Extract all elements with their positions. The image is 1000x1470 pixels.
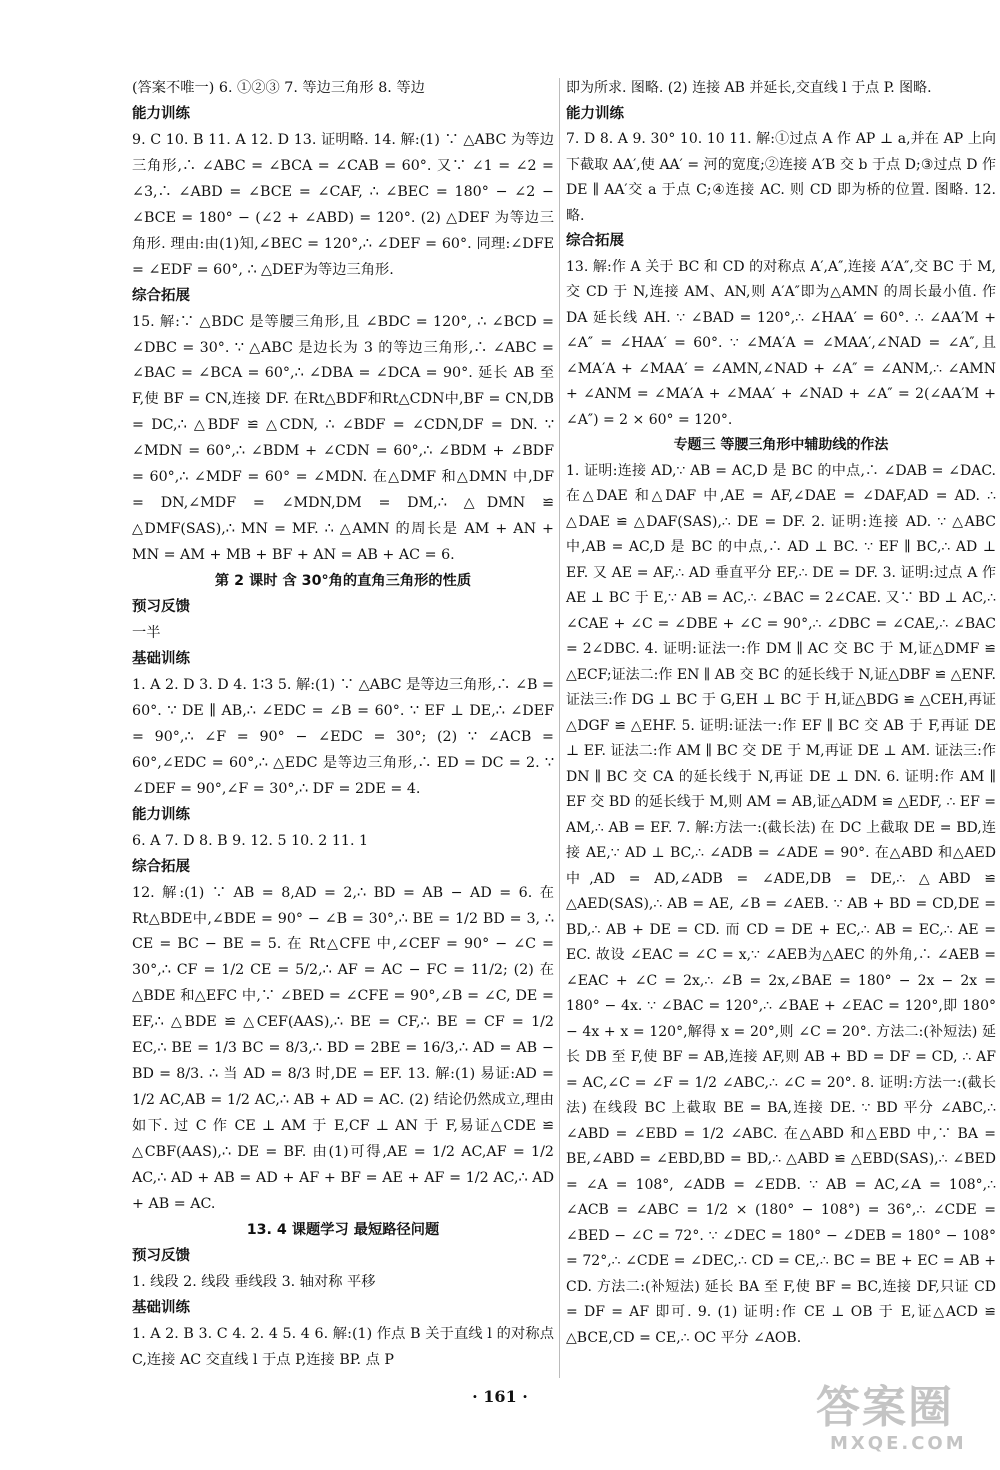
section-heading: 综合拓展: [132, 858, 190, 875]
page-number: · 161 ·: [472, 1387, 528, 1406]
watermark-logo: [816, 1384, 996, 1466]
section-heading: 基础训练: [132, 1299, 190, 1316]
section-heading: 综合拓展: [132, 287, 190, 304]
section-heading: 预习反馈: [132, 1247, 190, 1264]
answer-paragraph: 1. A 2. B 3. C 4. 2. 4 5. 4 6. 解:(1) 作点 B 关于直线 l 的对称点 C,连接 AC 交直线 l 于点 P,连接 BP. 点 P: [132, 1325, 554, 1368]
answer-paragraph: 12. 解:(1) ∵ AB = 8,AD = 2,∴ BD = AB − AD = 6. 在Rt△BDE中,∠BDE = 90° − ∠B = 30°,∴ BE = 1/2 BD = 3, ∴ CE = BC − BE = 5. 在 Rt△CFE 中,∠CEF = 90° − ∠C = 30°,∴ CF = 1/2 CE = 5/2,∴ AF = AC − FC = 11/2; (2) 在△BDE 和△EFC 中,∵ ∠BED = ∠CFE = 90°,∠B = ∠C, DE = EF,∴ △BDE ≌ △CEF(AAS),∴ BE = CF,∴ BE = CF = 1/2 EC,∴ BE = 1/3 BC = 8/3,∴ BD = 2BE = 16/3,∴ AD = AB − BD = 8/3. ∴ 当 AD = 8/3 时,DE = EF. 13. 解:(1) 易证:AD = 1/2 AC,AB = 1/2 AC,∴ AB + AD = AC. (2) 结论仍然成立,理由如下. 过 C 作 CE ⊥ AM 于 E,CF ⊥ AN 于 F,易证△CDE ≌ △CBF(AAS),∴ DE = BF. 由(1)可得,AE = 1/2 AC,AF = 1/2 AC,∴ AD + AB = AD + AF + BF = AE + AF = 1/2 AC,∴ AD + AB = AC.: [132, 884, 554, 1212]
answer-paragraph: 1. 线段 2. 线段 垂线段 3. 轴对称 平移: [132, 1273, 376, 1290]
answer-paragraph: 7. D 8. A 9. 30° 10. 10 11. 解:①过点 A 作 AP ⊥ a,并在 AP 上向下截取 AA′,使 AA′ = 河的宽度;②连接 A′B 交 b 于点 D;③过点 D 作 DE ∥ AA′交 a 于点 C;④连接 AC. 则 CD 即为桥的位置. 图略. 12. 略.: [566, 131, 996, 224]
answer-paragraph: 即为所求. 图略. (2) 连接 AB 并延长,交直线 l 于点 P. 图略.: [566, 80, 932, 96]
answer-paragraph: 1. A 2. D 3. D 4. 1∶3 5. 解:(1) ∵ △ABC 是等边三角形,∴ ∠B = 60°. ∵ DE ∥ AB,∴ ∠EDC = ∠B = 60°. ∵ EF ⊥ DE,∴ ∠DEF = 90°,∴ ∠F = 90° − ∠EDC = 30°; (2) ∵ ∠ACB = 60°,∠EDC = 60°,∴ △EDC 是等边三角形,∴ ED = DC = 2. ∵ ∠DEF = 90°,∠F = 30°,∴ DF = 2DE = 4.: [132, 676, 554, 797]
section-heading: 预习反馈: [132, 599, 190, 616]
section-heading: 基础训练: [132, 650, 190, 667]
column-divider: [559, 78, 560, 1378]
answer-paragraph: 1. 证明:连接 AD,∵ AB = AC,D 是 BC 的中点,∴ ∠DAB = ∠DAC. 在△DAE 和△DAF 中,AE = AF,∠DAE = ∠DAF,AD = AD. ∴ △DAE ≌ △DAF(SAS),∴ DE = DF. 2. 证明:连接 AD. ∵ △ABC 中,AB = AC,D 是 BC 的中点,∴ AD ⊥ BC. ∵ EF ∥ BC,∴ AD ⊥ EF. 又 AE = AF,∴ AD 垂直平分 EF,∴ DE = DF. 3. 证明:过点 A 作 AE ⊥ BC 于 E,∵ AB = AC,∴ ∠BAC = 2∠CAE. 又∵ BD ⊥ AC,∴ ∠CAE + ∠C = ∠DBE + ∠C = 90°,∴ ∠DBC = ∠CAE,∴ ∠BAC = 2∠DBC. 4. 证明:证法一:作 DM ∥ AC 交 BC 于 M,证△DMF ≌ △ECF;证法二:作 EN ∥ AB 交 BC 的延长线于 N,证△DBF ≌ △ENF. 证法三:作 DG ⊥ BC 于 G,EH ⊥ BC 于 H,证△BDG ≌ △CEH,再证△DGF ≌ △EHF. 5. 证明:证法一:作 EF ∥ BC 交 AB 于 F,再证 DE ⊥ EF. 证法二:作 AM ∥ BC 交 DE 于 M,再证 DE ⊥ AM. 证法三:作 DN ∥ BC 交 CA 的延长线于 N,再证 DE ⊥ DN. 6. 证明:作 AM ∥ EF 交 BD 的延长线于 M,则 AM = AB,证△ADM ≌ △EDF, ∴ EF = AM,∴ AB = EF. 7. 解:方法一:(截长法) 在 DC 上截取 DE = BD,连接 AE,∵ AD ⊥ BC,∴ ∠ADB = ∠ADE = 90°. 在△ABD 和△AED 中,AD = AD,∠ADB = ∠ADE,DB = DE,∴ △ABD ≌ △AED(SAS),∴ AB = AE, ∠B = ∠AEB. ∵ AB + BD = CD,DE = BD,∴ AB + DE = CD. 而 CD = DE + EC,∴ AB = EC,∴ AE = EC. 故设 ∠EAC = ∠C = x,∵ ∠AEB为△AEC 的外角,∴ ∠AEB = ∠EAC + ∠C = 2x,∴ ∠B = 2x,∠BAE = 180° − 2x − 2x = 180° − 4x. ∵ ∠BAC = 120°,∴ ∠BAE + ∠EAC = 120°,即 180° − 4x + x = 120°,解得 x = 20°,则 ∠C = 20°. 方法二:(补短法) 延长 DB 至 F,使 BF = AB,连接 AF,则 AB + BD = DF = CD, ∴ AF = AC,∠C = ∠F = 1/2 ∠ABC,∴ ∠C = 20°. 8. 证明:方法一:(截长法) 在线段 BC 上截取 BE = BA,连接 DE. ∵ BD 平分 ∠ABC,∴ ∠ABD = ∠EBD = 1/2 ∠ABC. 在△ABD 和△EBD 中,∵ BA = BE,∠ABD = ∠EBD,BD = BD,∴ △ABD ≌ △EBD(SAS),∴ ∠BED = ∠A = 108°, ∠ADB = ∠EDB. ∵ AB = AC,∠A = 108°,∴ ∠ACB = ∠ABC = 1/2 × (180° − 108°) = 36°,∴ ∠CDE = ∠BED − ∠C = 72°. ∵ ∠DEC = 180° − ∠DEB = 180° − 108° = 72°,∴ ∠CDE = ∠DEC,∴ CD = CE,∴ BC = BE + EC = AB + CD. 方法二:(补短法) 延长 BA 至 F,使 BF = BC,连接 DF,只证 CD = DF = AF 即可. 9. (1) 证明:作 CE ⊥ OB 于 E,证△ACD ≌ △BCE,CD = CE,∴ OC 平分 ∠AOB.: [566, 462, 996, 1346]
answer-paragraph: 9. C 10. B 11. A 12. D 13. 证明略. 14. 解:(1) ∵ △ABC 为等边三角形,∴ ∠ABC = ∠BCA = ∠CAB = 60°. 又∵ ∠1 = ∠2 = ∠3,∴ ∠ABD = ∠BCE = ∠CAF, ∴ ∠BEC = 180° − ∠2 − ∠BCE = 180° − (∠2 + ∠ABD) = 120°. (2) △DEF 为等边三角形. 理由:由(1)知,∠BEC = 120°,∴ ∠DEF = 60°. 同理:∠DFE = ∠EDF = 60°, ∴ △DEF为等边三角形.: [132, 131, 554, 278]
lesson-title: 13. 4 课题学习 最短路径问题: [246, 1221, 440, 1238]
left-column: [132, 76, 554, 1374]
answer-paragraph: 一半: [132, 625, 161, 642]
lesson-title: 专题三 等腰三角形中辅助线的作法: [673, 437, 889, 453]
answer-paragraph: 15. 解:∵ △BDC 是等腰三角形,且 ∠BDC = 120°, ∴ ∠BCD = ∠DBC = 30°. ∵ △ABC 是边长为 3 的等边三角形,∴ ∠ABC = ∠BAC = ∠BCA = 60°,∴ ∠DBA = ∠DCA = 90°. 延长 AB 至 F,使 BF = CN,连接 DF. 在Rt△BDF和Rt△CDN中,BF = CN,DB = DC,∴ △BDF ≌ △CDN, ∴ ∠BDF = ∠CDN,DF = DN. ∵ ∠MDN = 60°,∴ ∠BDM + ∠CDN = 60°,∴ ∠BDM + ∠BDF = 60°,∴ ∠MDF = 60° = ∠MDN. 在△DMF 和△DMN 中,DF = DN,∠MDF = ∠MDN,DM = DM,∴ △DMN ≌ △DMF(SAS),∴ MN = MF. ∴ △AMN 的周长是 AM + AN + MN = AM + MB + BF + AN = AB + AC = 6.: [132, 313, 554, 564]
answer-paragraph: 13. 解:作 A 关于 BC 和 CD 的对称点 A′,A″,连接 A′A″,交 BC 于 M,交 CD 于 N,连接 AM、AN,则 A′A″即为△AMN 的周长最小值. 作 DA 延长线 AH. ∵ ∠BAD = 120°,∴ ∠HAA′ = 60°. ∴ ∠AA′M + ∠A″ = ∠HAA′ = 60°. ∵ ∠MA′A = ∠MAA′,∠NAD = ∠A″,且 ∠MA′A + ∠MAA′ = ∠AMN,∠NAD + ∠A″ = ∠ANM,∴ ∠AMN + ∠ANM = ∠MA′A + ∠MAA′ + ∠NAD + ∠A″ = 2(∠AA′M + ∠A″) = 2 × 60° = 120°.: [566, 258, 996, 428]
section-heading: 能力训练: [132, 806, 190, 823]
right-column: [566, 76, 996, 1351]
lesson-title: 第 2 课时 含 30°角的直角三角形的性质: [214, 573, 472, 590]
section-heading: 能力训练: [132, 105, 190, 122]
section-heading: 综合拓展: [566, 233, 624, 249]
answer-paragraph: (答案不唯一) 6. ①②③ 7. 等边三角形 8. 等边: [132, 80, 425, 96]
answer-paragraph: 6. A 7. D 8. B 9. 12. 5 10. 2 11. 1: [132, 832, 369, 849]
watermark-text: 答案圈: [816, 1382, 954, 1433]
section-heading: 能力训练: [566, 105, 624, 122]
watermark-url: MXQE.COM: [830, 1433, 967, 1454]
